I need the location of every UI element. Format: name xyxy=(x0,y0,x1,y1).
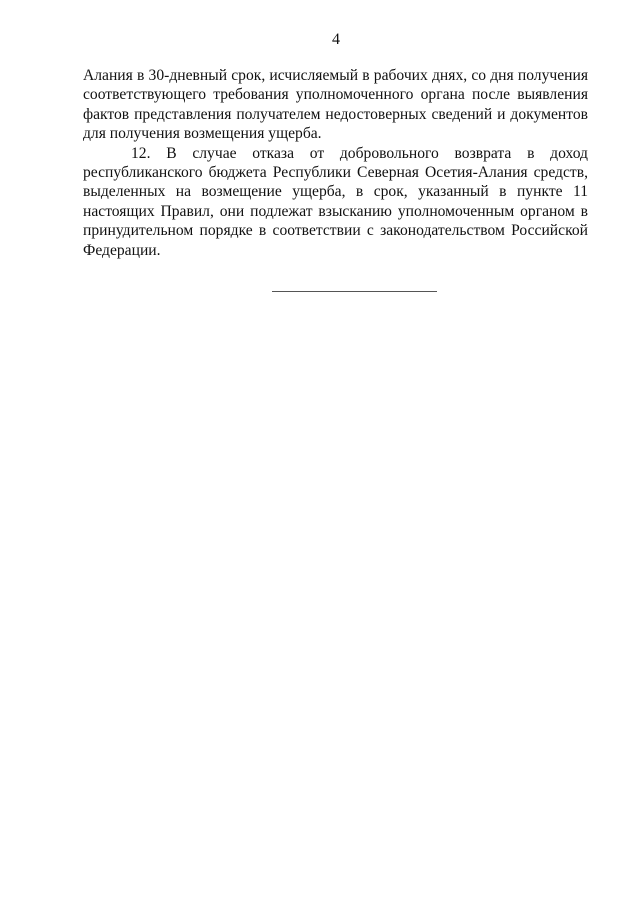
text-line: принудительном порядке в соответствии с законодательством Российской xyxy=(83,222,588,240)
text-line: для получения возмещения ущерба. xyxy=(83,125,322,143)
text-line: Федерации. xyxy=(83,241,161,259)
document-body xyxy=(83,66,588,260)
text-line: Алания в 30-дневный срок, исчисляемый в рабочих днях, со дня получения xyxy=(83,67,588,84)
text-line: республиканского бюджета Республики Северная Осетия-Алания средств, xyxy=(83,164,588,182)
text-line: фактов представления получателем недостоверных сведений и документов xyxy=(83,105,588,123)
text-line: 12. В случае отказа от добровольного возврата в доход xyxy=(131,144,588,162)
end-separator-line xyxy=(272,291,437,292)
page-number: 4 xyxy=(332,31,340,48)
text-line: соответствующего требования уполномоченного органа после выявления xyxy=(83,86,588,104)
text-line: настоящих Правил, они подлежат взысканию уполномоченным органом в xyxy=(83,202,588,220)
paragraph-continuation xyxy=(83,66,588,144)
text-line: выделенных на возмещение ущерба, в срок, указанный в пункте 11 xyxy=(83,183,588,201)
paragraph-item-12 xyxy=(83,144,588,260)
